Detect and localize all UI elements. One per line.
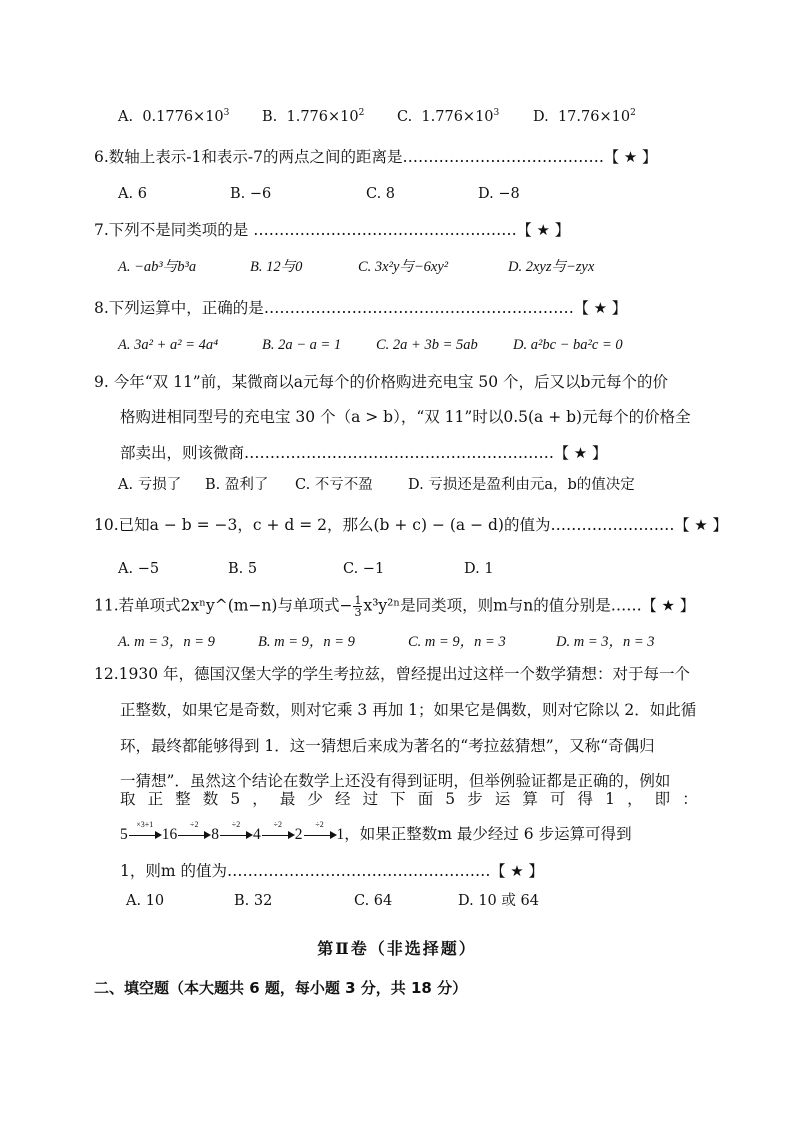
q8-option-d: D. a²bc − ba²c = 0 [513,337,623,353]
q12-line7: 1，则m 的值为……………………………………………【 ★ 】 [120,862,544,880]
q12-line4: 一猜想”．虽然这个结论在数学上还没有得到证明，但举例验证都是正确的，例如 [120,772,671,790]
q12-line5-char: 5 [230,790,241,808]
q7-option-c: C. 3x²y与−6xy² [358,259,449,275]
q6-option-c: C. 8 [366,186,396,202]
q12-option-a: A. 10 [126,893,165,909]
q11-option-d: D. m = 3，n = 3 [556,634,655,650]
q8-option-c: C. 2a + 3b = 5ab [376,337,478,353]
chain-number: 5 [120,826,128,843]
q12-line5-char: 过 [362,790,379,808]
q12-line5-char: 1 [605,790,615,808]
question-number: 11. [94,596,119,615]
answer-bracket: 【 ★ 】 [490,862,544,880]
q9-line2: 格购进相同型号的充电宝 30 个（a > b），“双 11”时以0.5(a + b)元每个的价格全 [120,408,691,426]
q12-line5-char: 下 [390,790,406,808]
q12-line5-char: 5 [445,790,456,808]
chain-operation: ÷2 [190,820,199,830]
q12-line2: 正整数，如果它是奇数，则对它乘 3 再加 1；如果它是偶数，则对它除以 2．如此循 [120,701,697,719]
q12-line5-char: 正 [147,790,164,808]
q7-option-b: B. 12与0 [250,259,303,275]
q5-option-d: D. $17.76\times 10^2$ [533,108,636,125]
q12-line5-char: ， [252,790,268,808]
q12-line5-char: 整 [175,790,191,808]
answer-bracket: 【 ★ 】 [641,596,695,615]
q10-stem: 10.已知a − b = −3，c + d = 2，那么(b + c) − (a − d)的值为……………………【 ★ 】 [94,516,728,534]
q12-line5-char: 算 [522,790,538,808]
q6-option-b: B. −6 [230,186,272,202]
q11-stem: 11.若单项式2xⁿy^(m−n)与单项式− $\frac{1}{3}$ x³y²ⁿ是同类项，则m与n的值分别是……【 ★ 】 [94,594,695,619]
question-number: 7. [94,221,109,239]
fraction-one-third: $\frac{1}{3}$ [354,594,362,619]
question-number: 9. [94,373,109,391]
section-heading-fill-in: 二、填空题（本大题共 6 题，每小题 3 分，共 18 分） [94,979,468,997]
q5-option-a: A. $0.1776\times 10^3$ [118,108,230,125]
q5-option-c: C. $1.776\times 10^3$ [397,108,500,125]
q10-option-a: A. −5 [118,561,160,577]
q12-line5-char: 数 [202,790,219,808]
q12-line5-char: 步 [467,790,483,808]
answer-bracket: 【 ★ 】 [554,444,607,462]
q10-option-d: D. 1 [464,561,494,577]
chain-operation: ×3+1 [136,820,154,830]
chain-operation: ÷2 [273,820,282,830]
q10-option-c: C. −1 [343,561,385,577]
q12-line5-char: 取 [120,790,136,808]
q12-option-b: B. 32 [234,893,273,909]
chain-number: 4 [253,826,261,843]
arrow-icon [303,820,337,841]
part-two-title: 第Ⅱ卷（非选择题） [317,939,477,958]
q10-option-b: B. 5 [228,561,258,577]
q8-stem: 8.下列运算中，正确的是……………………………………………………【 ★ 】 [94,299,627,317]
question-number: 12. [94,665,119,683]
q11-option-b: B. m = 9，n = 9 [258,634,355,650]
q6-stem: 6.数轴上表示-1和表示-7的两点之间的距离是…………………………………【 ★ 】 [94,148,657,166]
question-number: 8. [94,299,109,317]
question-number: 10. [94,516,119,534]
q6-option-a: A. 6 [118,186,147,202]
q12-line5 [120,789,698,809]
q9-option-c: C. 不亏不盈 [295,477,373,493]
q11-option-a: A. m = 3，n = 9 [118,634,215,650]
collatz-chain [120,820,345,843]
q11-option-c: C. m = 9，n = 3 [408,634,506,650]
q12-line5-char: ： [682,790,698,808]
answer-bracket: 【 ★ 】 [604,148,657,166]
chain-number: 1 [336,826,345,843]
arrow-icon [177,820,211,841]
q9-option-d: D. 亏损还是盈利由元a，b的值决定 [408,477,635,493]
arrow-icon [128,820,162,841]
answer-bracket: 【 ★ 】 [516,221,570,239]
q12-line5-char: 运 [494,790,511,808]
chain-operation: ÷2 [231,820,241,830]
q12-line5-char: 经 [334,790,351,808]
q7-option-d: D. 2xyz与−zyx [508,259,595,275]
q8-option-a: A. 3a² + a² = 4a⁴ [118,337,219,353]
chain-number: 8 [211,826,219,843]
question-number: 6. [94,148,109,166]
q9-option-b: B. 盈利了 [205,477,269,493]
q12-line5-char: 即 [654,790,671,808]
q7-stem: 7.下列不是同类项的是 ……………………………………………【 ★ 】 [94,221,570,239]
q12-line5-char: 面 [417,790,434,808]
q12-line5-char: 最 [279,790,296,808]
chain-operation: ÷2 [315,820,324,830]
q12-line3: 环，最终都能够得到 1．这一猜想后来成为著名的“考拉兹猜想”，又称“奇偶归 [120,737,655,755]
q12-line5-char: 得 [577,790,594,808]
q6-option-d: D. −8 [478,186,520,202]
answer-bracket: 【 ★ 】 [674,516,728,534]
answer-bracket: 【 ★ 】 [573,299,627,317]
q9-line1: 9. 今年“双 11”前，某微商以a元每个的价格购进充电宝 50 个，后又以b元每个的价 [94,373,668,391]
q12-line5-char: 可 [549,790,566,808]
arrow-icon [261,820,295,841]
q7-option-a: A. −ab³与b³a [118,259,197,275]
q12-option-d: D. 10 或 64 [458,893,539,909]
chain-number: 2 [294,826,303,843]
q12-option-c: C. 64 [354,893,393,909]
q12-line1: 12.1930 年，德国汉堡大学的学生考拉兹，曾经提出过这样一个数学猜想：对于每一个 [94,665,691,683]
arrow-icon [219,820,253,841]
q12-line5-char: ， [627,790,643,808]
q12-line6: 5 ×3+1 16 ÷2 8 ÷2 4 ÷2 2 ÷2 1，如果正整数m 最少经过 6 步运算可得到 [120,820,632,843]
q8-option-b: B. 2a − a = 1 [262,337,342,353]
q9-option-a: A. 亏损了 [118,477,182,493]
q5-option-b: B. $1.776\times 10^2$ [262,108,365,125]
chain-number: 16 [161,826,178,843]
q12-line5-char: 少 [307,790,323,808]
q9-line3: 部卖出，则该微商……………………………………………………【 ★ 】 [120,444,607,462]
